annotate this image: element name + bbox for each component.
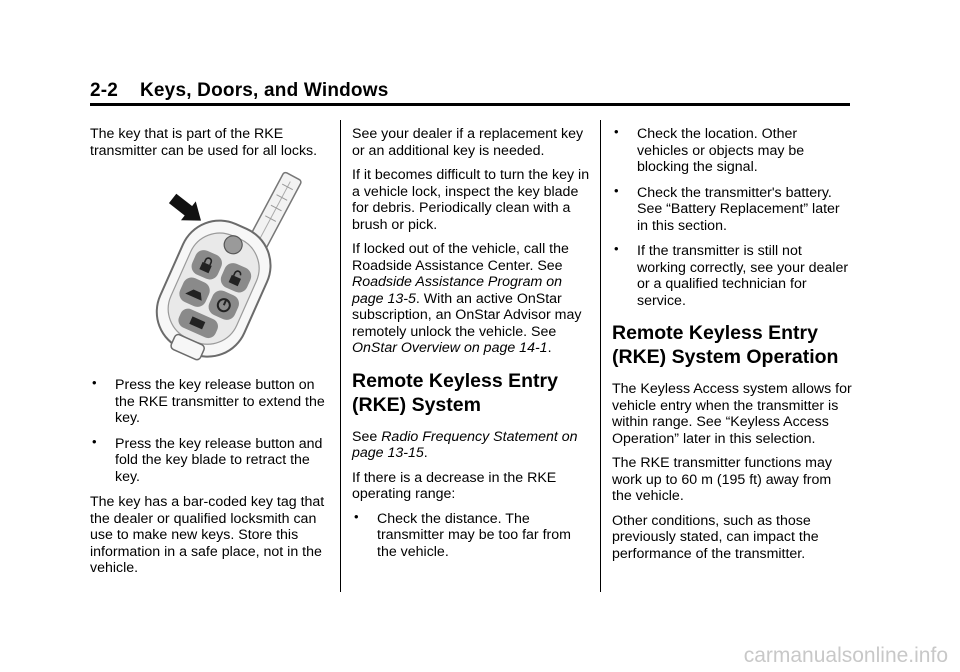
- column-divider-2: [600, 120, 601, 592]
- header-rule: [90, 103, 850, 106]
- text-run: If locked out of the vehicle, call the Roadside Assistance Center. See: [352, 241, 569, 274]
- bullet-text: Check the location. Other vehicles or objects may be blocking the signal.: [637, 126, 805, 175]
- text-run: .: [547, 340, 552, 356]
- inspect-key-paragraph: If it becomes difficult to turn the key in a vehicle lock, inspect the key blade for debris. Periodically clean with a brush or pick.: [352, 167, 590, 233]
- list-item: [90, 433, 330, 486]
- section-heading-rke-system: [352, 369, 592, 417]
- range-paragraph: The RKE transmitter functions may work up to 60 m (195 ft) away from the vehicle.: [612, 455, 832, 504]
- heading-line: Remote Keyless Entry: [352, 369, 558, 392]
- section-title: Keys, Doors, and Windows: [139, 80, 389, 101]
- heading-line: Remote Keyless Entry: [612, 322, 818, 344]
- intro-paragraph: The key that is part of the RKE transmitter can be used for all locks.: [90, 126, 318, 159]
- key-fob-illustration: [90, 167, 330, 363]
- bullet-glyph: •: [614, 124, 619, 139]
- link-radio-frequency[interactable]: Radio Frequency Statement on page 13-15: [352, 428, 578, 461]
- bullet-text: Press the key release button on the RKE transmitter to extend the key.: [115, 377, 325, 426]
- list-item: [352, 508, 592, 561]
- page-header: [90, 80, 388, 102]
- bullet-glyph: •: [614, 241, 619, 256]
- column-2: [352, 126, 592, 569]
- radio-frequency-paragraph: [352, 429, 592, 462]
- watermark: carmanualsonline.info: [743, 644, 948, 667]
- column-3: [612, 126, 852, 570]
- key-tag-paragraph: The key has a bar-coded key tag that the dealer or qualified locksmith can use to make new keys. Store this information in a safe place, not in the vehicle.: [90, 494, 325, 576]
- list-item: [612, 182, 852, 235]
- bullet-glyph: •: [92, 375, 97, 390]
- column-1: [90, 126, 330, 585]
- range-decrease-paragraph: If there is a decrease in the RKE operating range:: [352, 469, 557, 502]
- keyless-access-paragraph: The Keyless Access system allows for vehicle entry when the transmitter is within range. See “Keyless Access Operation” later in this selection.: [612, 381, 852, 447]
- text-run: See: [352, 428, 382, 445]
- bullet-text: Check the transmitter's battery. See “Battery Replacement” later in this section.: [637, 184, 840, 234]
- bullet-glyph: •: [354, 508, 359, 524]
- link-onstar-overview[interactable]: OnStar Overview on page 14-1: [352, 340, 548, 356]
- bullet-glyph: •: [92, 433, 97, 449]
- key-fob-icon: [90, 167, 330, 363]
- list-item: [612, 126, 852, 176]
- conditions-paragraph: Other conditions, such as those previously stated, can impact the performance of the transmitter.: [612, 512, 819, 562]
- heading-line: (RKE) System: [352, 393, 481, 416]
- text-run: . With an active OnStar subscription, an OnStar Advisor may remotely unlock the vehicle. See: [352, 290, 582, 340]
- column-divider-1: [340, 120, 341, 592]
- locked-out-paragraph: [352, 241, 592, 357]
- list-item: [90, 377, 330, 427]
- heading-line: (RKE) System Operation: [612, 346, 839, 368]
- bullet-text: Check the distance. The transmitter may be too far from the vehicle.: [377, 510, 571, 560]
- link-roadside-assistance[interactable]: Roadside Assistance Program on page 13-5: [352, 274, 563, 307]
- bullet-text: If the transmitter is still not working correctly, see your dealer or a qualified technician for service.: [637, 243, 849, 309]
- replacement-key-paragraph: See your dealer if a replacement key or an additional key is needed.: [352, 126, 584, 159]
- bullet-glyph: •: [614, 182, 619, 198]
- text-run: .: [423, 445, 428, 461]
- section-heading-rke-operation: [612, 321, 852, 369]
- page-number: 2-2: [90, 80, 119, 101]
- bullet-text: Press the key release button and fold the key blade to retract the key.: [115, 435, 323, 485]
- list-item: [612, 243, 852, 309]
